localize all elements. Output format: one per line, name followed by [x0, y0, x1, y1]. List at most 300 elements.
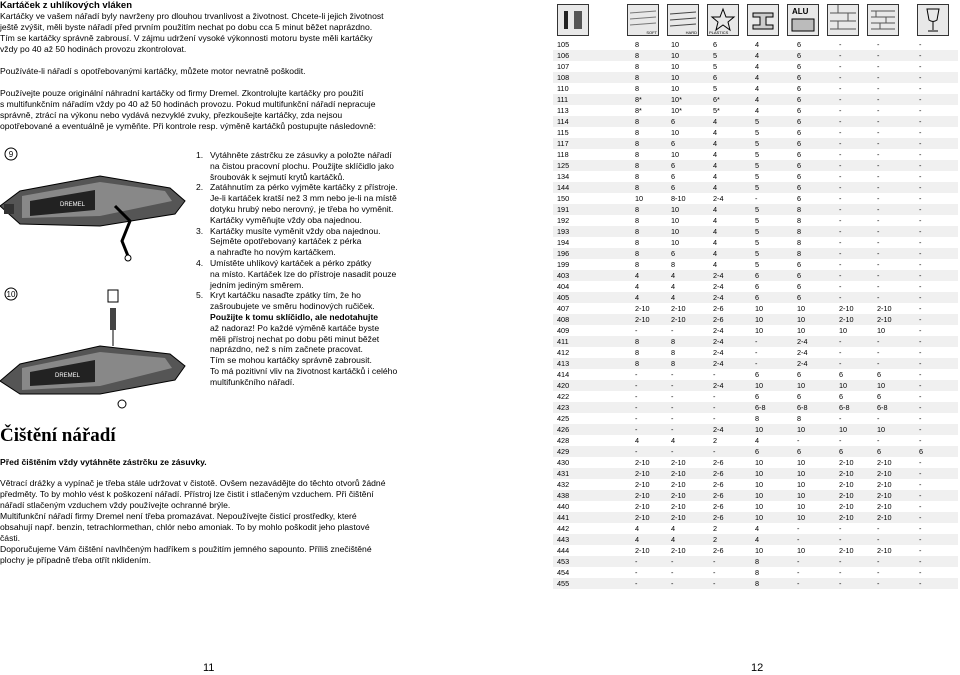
svg-text:9: 9	[8, 150, 14, 159]
speed-setting-cell: 10	[839, 381, 848, 390]
accessory-number-cell: 441	[557, 513, 570, 522]
speed-setting-cell: -	[797, 436, 800, 445]
text-line: obsahují např. benzin, tetrachlormethan, chlór nebo amoniak. To by mohlo poškodit jeho plastové	[0, 522, 370, 532]
speed-setting-cell: 2-10	[635, 315, 650, 324]
text-line: Používejte pouze originální náhradní kartáčky od firmy Dremel. Zkontrolujte kartáčky pro použití	[0, 88, 364, 98]
speed-setting-cell: 6	[839, 370, 844, 379]
speed-setting-cell: -	[671, 579, 674, 588]
speed-setting-cell: -	[877, 271, 880, 280]
speed-setting-cell: 10	[797, 513, 806, 522]
speed-setting-cell: -	[919, 73, 922, 82]
speed-setting-cell: 4	[713, 161, 718, 170]
table-row	[553, 479, 958, 490]
speed-setting-cell: -	[635, 381, 638, 390]
speed-setting-cell: 4	[713, 139, 718, 148]
speed-setting-cell: -	[877, 293, 880, 302]
speed-setting-cell: -	[877, 106, 880, 115]
speed-setting-cell: 8	[797, 414, 802, 423]
speed-setting-cell: 2-4	[797, 337, 808, 346]
text-line: plochy je případně třeba otřít nklidením.	[0, 555, 151, 565]
accessory-number-cell: 411	[557, 337, 569, 346]
speed-setting-cell: -	[839, 293, 842, 302]
accessory-number-cell: 438	[557, 491, 570, 500]
speed-setting-cell: 6	[797, 282, 802, 291]
speed-setting-cell: 8	[635, 84, 640, 93]
speed-setting-cell: 2-10	[671, 480, 686, 489]
speed-setting-cell: -	[877, 348, 880, 357]
text-line: Doporučujeme Vám čištění navlhčeným hadříkem s použitím jemného sapounto. Příliš znečištěné	[0, 544, 372, 554]
speed-setting-cell: 4	[671, 524, 676, 533]
speed-setting-cell: -	[635, 568, 638, 577]
speed-setting-cell: -	[919, 227, 922, 236]
speed-setting-cell: 8	[635, 337, 640, 346]
speed-setting-cell: -	[713, 568, 716, 577]
speed-setting-cell: 2-4	[713, 381, 724, 390]
speed-setting-cell: -	[671, 381, 674, 390]
speed-setting-cell: 8	[635, 139, 640, 148]
speed-setting-cell: -	[839, 150, 842, 159]
accessory-number-cell: 403	[557, 271, 570, 280]
speed-setting-cell: 4	[671, 535, 676, 544]
page-number-left: 11	[203, 662, 215, 674]
speed-setting-cell: 8*	[635, 95, 642, 104]
speed-setting-cell: 2-10	[877, 513, 892, 522]
speed-setting-cell: 6	[797, 95, 802, 104]
speed-setting-cell: 10	[839, 326, 848, 335]
speed-setting-cell: -	[635, 557, 638, 566]
speed-setting-cell: 10*	[671, 106, 682, 115]
speed-setting-cell: 6	[797, 271, 802, 280]
speed-setting-cell: 2-10	[877, 480, 892, 489]
speed-setting-cell: -	[797, 524, 800, 533]
speed-setting-cell: 2-10	[877, 546, 892, 555]
speed-setting-cell: 2-6	[713, 502, 724, 511]
speed-setting-cell: 6	[671, 183, 676, 192]
speed-setting-cell: 5	[755, 172, 760, 181]
speed-setting-cell: 6	[797, 150, 802, 159]
brush-replacement-illustration	[0, 286, 190, 416]
speed-setting-cell: 8	[635, 161, 640, 170]
accessory-number-cell: 413	[557, 359, 570, 368]
speed-setting-cell: 8*	[635, 106, 642, 115]
text-line: ještě zvýšit, měli byste nářadí před prvním použitím nechat po dobu cca 5 minut běžet naprázdno.	[0, 22, 373, 32]
speed-setting-cell: -	[839, 128, 842, 137]
speed-setting-cell: 10	[797, 381, 806, 390]
table-row	[553, 402, 958, 413]
speed-setting-cell: -	[839, 524, 842, 533]
speed-setting-cell: 2-10	[839, 315, 854, 324]
speed-setting-cell: 10	[671, 238, 680, 247]
speed-setting-cell: 4	[635, 271, 640, 280]
speed-setting-cell: -	[839, 282, 842, 291]
speed-setting-cell: 10	[797, 458, 806, 467]
speed-setting-cell: -	[919, 480, 922, 489]
speed-setting-cell: -	[839, 62, 842, 71]
speed-setting-cell: 8	[635, 73, 640, 82]
text-line: Multifunkční nářadí firmy Dremel není třeba promazávat. Nepoužívejte čisticí prostředky, které	[0, 511, 357, 521]
speed-setting-cell: -	[919, 326, 922, 335]
speed-setting-cell: 4	[713, 227, 718, 236]
speed-setting-cell: -	[877, 172, 880, 181]
figure-10	[0, 286, 190, 416]
accessory-number-cell: 443	[557, 535, 570, 544]
accessory-number-cell: 125	[557, 161, 570, 170]
speed-setting-cell: -	[877, 205, 880, 214]
speed-setting-cell: -	[755, 194, 758, 203]
table-row	[553, 556, 958, 567]
svg-text:DREMEL: DREMEL	[55, 373, 81, 379]
speed-setting-cell: 2-10	[839, 546, 854, 555]
accessory-number-cell: 430	[557, 458, 570, 467]
speed-setting-cell: 8	[635, 227, 640, 236]
speed-setting-cell: 6	[797, 194, 802, 203]
table-row	[553, 149, 958, 160]
speed-setting-cell: -	[797, 535, 800, 544]
accessory-number-cell: 432	[557, 480, 570, 489]
speed-setting-cell: -	[877, 62, 880, 71]
speed-setting-cell: 2-10	[839, 513, 854, 522]
speed-setting-cell: 2-4	[797, 348, 808, 357]
speed-setting-cell: -	[877, 282, 880, 291]
speed-setting-cell: -	[919, 51, 922, 60]
speed-setting-cell: 6	[797, 447, 802, 456]
table-row	[553, 193, 958, 204]
speed-setting-cell: 10	[671, 84, 680, 93]
speed-setting-cell: 6	[797, 161, 802, 170]
speed-setting-cell: 8	[671, 348, 676, 357]
speed-setting-cell: 6	[797, 392, 802, 401]
speed-setting-cell: 8	[635, 348, 640, 357]
table-row	[553, 369, 958, 380]
text-line: předměty. To by mohlo vést k poškození nářadí. Přístroj lze čistit i stlačeným vzduchem. Při čištění	[0, 489, 374, 499]
table-row	[553, 50, 958, 61]
speed-setting-cell: -	[877, 238, 880, 247]
table-row	[553, 457, 958, 468]
speed-setting-cell: -	[755, 337, 758, 346]
accessory-number-cell: 111	[557, 95, 569, 104]
speed-setting-cell: 5	[755, 260, 760, 269]
speed-setting-cell: -	[919, 205, 922, 214]
speed-setting-cell: 6	[797, 172, 802, 181]
accessory-number-cell: 444	[557, 546, 570, 555]
speed-setting-cell: 4	[635, 524, 640, 533]
speed-setting-cell: 6	[755, 447, 760, 456]
speed-setting-cell: 6	[839, 392, 844, 401]
speed-setting-cell: 8	[671, 260, 676, 269]
table-row	[553, 358, 958, 369]
speed-setting-cell: -	[919, 293, 922, 302]
speed-setting-cell: 10	[755, 315, 764, 324]
speed-setting-cell: -	[877, 194, 880, 203]
aluminium-icon: ALU	[787, 4, 819, 36]
speed-setting-cell: 10	[671, 51, 680, 60]
speed-setting-cell: -	[919, 491, 922, 500]
speed-setting-cell: 4	[671, 293, 676, 302]
speed-setting-cell: 6	[839, 447, 844, 456]
tool-icon	[557, 4, 589, 36]
table-row	[553, 391, 958, 402]
speed-setting-cell: 4	[755, 51, 760, 60]
speed-setting-cell: -	[919, 392, 922, 401]
table-row	[553, 39, 958, 50]
speed-setting-cell: -	[839, 183, 842, 192]
speed-setting-cell: -	[713, 403, 716, 412]
table-row	[553, 105, 958, 116]
speed-setting-cell: 2-10	[671, 458, 686, 467]
speed-setting-cell: 5	[755, 216, 760, 225]
table-row	[553, 281, 958, 292]
table-row	[553, 72, 958, 83]
speed-setting-cell: 6	[671, 172, 676, 181]
speed-setting-cell: 10	[755, 326, 764, 335]
table-row	[553, 270, 958, 281]
speed-setting-cell: 10	[755, 480, 764, 489]
speed-setting-cell: 2-4	[713, 348, 724, 357]
speed-setting-cell: 8	[797, 238, 802, 247]
table-row	[553, 424, 958, 435]
speed-setting-cell: 2	[713, 436, 718, 445]
speed-setting-cell: -	[919, 546, 922, 555]
speed-setting-cell: -	[671, 447, 674, 456]
speed-setting-cell: 2-10	[635, 491, 650, 500]
speed-setting-cell: 10	[877, 326, 886, 335]
accessory-number-cell: 423	[557, 403, 570, 412]
speed-setting-cell: 4	[713, 172, 718, 181]
speed-setting-cell: 2-10	[671, 469, 686, 478]
speed-setting-cell: 4	[635, 282, 640, 291]
speed-setting-cell: -	[877, 150, 880, 159]
speed-setting-cell: 8	[635, 359, 640, 368]
speed-setting-cell: 6	[755, 293, 760, 302]
speed-setting-cell: -	[877, 249, 880, 258]
speed-setting-cell: 10	[671, 40, 680, 49]
speed-setting-cell: -	[877, 579, 880, 588]
speed-setting-cell: 5	[713, 51, 718, 60]
speed-setting-cell: -	[877, 216, 880, 225]
speed-setting-cell: -	[839, 238, 842, 247]
text-line: správně, ztrácí na výkonu nebo vydává nezvyklé zvuky, přezkoušejte kartáčky, zda nejsou	[0, 110, 343, 120]
speed-setting-cell: 8	[635, 238, 640, 247]
table-row	[553, 380, 958, 391]
warning-text: Používáte-li nářadí s opotřebovanými kartáčky, můžete motor nevratně poškodit.	[0, 66, 306, 76]
speed-setting-cell: -	[713, 392, 716, 401]
speed-setting-cell: 6	[797, 183, 802, 192]
speed-setting-cell: 2-4	[713, 337, 724, 346]
speed-setting-cell: 6	[797, 128, 802, 137]
speed-setting-cell: 4	[671, 282, 676, 291]
speed-setting-cell: 2-10	[671, 502, 686, 511]
stone-icon	[827, 4, 859, 36]
speed-setting-cell: 2-10	[839, 469, 854, 478]
speed-setting-cell: 2-4	[713, 425, 724, 434]
speed-setting-cell: -	[635, 392, 638, 401]
accessory-number-cell: 414	[557, 370, 570, 379]
speed-setting-cell: -	[877, 414, 880, 423]
speed-setting-cell: -	[919, 337, 922, 346]
speed-setting-cell: 2-6	[713, 491, 724, 500]
speed-setting-cell: 6	[797, 106, 802, 115]
speed-setting-cell: -	[877, 557, 880, 566]
speed-setting-cell: 10	[755, 469, 764, 478]
speed-setting-cell: -	[919, 128, 922, 137]
speed-setting-cell: 6	[671, 249, 676, 258]
speed-setting-cell: -	[839, 117, 842, 126]
accessory-number-cell: 113	[557, 106, 569, 115]
table-row	[553, 446, 958, 457]
brush-section	[0, 0, 470, 132]
speed-setting-cell: -	[877, 337, 880, 346]
speed-setting-cell: 10	[877, 381, 886, 390]
accessory-number-cell: 106	[557, 51, 570, 60]
speed-setting-cell: 10	[797, 469, 806, 478]
speed-setting-cell: 6	[671, 117, 676, 126]
speed-setting-cell: -	[671, 392, 674, 401]
speed-setting-cell: 8	[671, 337, 676, 346]
speed-setting-cell: 4	[755, 73, 760, 82]
speed-setting-cell: 2-10	[877, 502, 892, 511]
speed-setting-cell: 10	[671, 73, 680, 82]
speed-setting-cell: 2-10	[635, 480, 650, 489]
speed-setting-cell: 2	[713, 524, 718, 533]
speed-setting-cell: -	[919, 282, 922, 291]
speed-setting-cell: -	[877, 51, 880, 60]
speed-setting-cell: 10	[755, 546, 764, 555]
speed-setting-cell: 6	[797, 293, 802, 302]
speed-setting-cell: 8	[635, 183, 640, 192]
speed-setting-cell: 4	[713, 205, 718, 214]
text-line: nářadí stlačeným vzduchem vždy používejte ochranné brýle.	[0, 500, 231, 510]
speed-setting-cell: 6-8	[797, 403, 808, 412]
speed-setting-cell: -	[919, 370, 922, 379]
brush-heading: Kartáček z uhlíkových vláken	[0, 0, 133, 11]
speed-setting-cell: 6	[797, 139, 802, 148]
accessory-number-cell: 412	[557, 348, 570, 357]
speed-setting-cell: 10	[671, 150, 680, 159]
speed-setting-cell: 6-8	[755, 403, 766, 412]
table-row	[553, 138, 958, 149]
speed-setting-cell: 2-6	[713, 458, 724, 467]
speed-setting-cell: 10	[671, 216, 680, 225]
speed-setting-cell: 6	[797, 260, 802, 269]
text-line: opotřebované a eventuálně je vyměňte. Při kontrole resp. výměně kartáčků postupujte následovně:	[0, 121, 376, 131]
cleaning-subheading: Před čištěním vždy vytáhněte zástrčku ze zásuvky.	[0, 457, 207, 467]
speed-setting-cell: -	[839, 227, 842, 236]
speed-setting-cell: 10	[671, 227, 680, 236]
speed-setting-cell: 2-6	[713, 480, 724, 489]
speed-setting-cell: 2-10	[671, 315, 686, 324]
speed-setting-cell: 2-10	[877, 315, 892, 324]
speed-setting-cell: 2-6	[713, 513, 724, 522]
speed-setting-cell: -	[839, 205, 842, 214]
speed-setting-cell: -	[877, 227, 880, 236]
speed-setting-cell: -	[877, 40, 880, 49]
speed-setting-cell: 10	[755, 381, 764, 390]
speed-setting-cell: 8	[635, 150, 640, 159]
table-row	[553, 248, 958, 259]
accessory-number-cell: 429	[557, 447, 570, 456]
speed-setting-cell: 6	[797, 51, 802, 60]
table-row	[553, 490, 958, 501]
speed-setting-cell: -	[839, 73, 842, 82]
speed-setting-cell: 6	[919, 447, 924, 456]
speed-setting-cell: -	[877, 161, 880, 170]
step-1: 1. Vytáhněte zástrčku ze zásuvky a položte nářadí na čistou pracovní plochu. Použijte sklíčidlo jako šroubovák k sejmutí krytů kartáčků.	[196, 150, 394, 182]
speed-setting-cell: 4	[755, 535, 760, 544]
glass-icon	[917, 4, 949, 36]
table-row	[553, 545, 958, 556]
speed-setting-cell: 2-10	[839, 502, 854, 511]
table-row	[553, 347, 958, 358]
speed-setting-cell: -	[839, 139, 842, 148]
step-5: 5. Kryt kartáčku nasaďte zpátky tím, že ho zašroubujete ve směru hodinových ručiček. Použijte k tomu sklíčidlo, ale nedotahujte až nadoraz! Po každé výměně kartáče byste měli přístroj nechat po dobu pěti minut běžet naprázdno, než s ním začnete pracovat. Tím se mohou kartáčky správně zabrousit. To má pozitivní vliv na životnost kartáčků i celého multifunkčního nářadí.	[196, 290, 398, 387]
speed-setting-cell: 4	[713, 117, 718, 126]
porcelain-icon	[867, 4, 899, 36]
speed-setting-cell: 10	[877, 425, 886, 434]
table-row	[553, 160, 958, 171]
speed-setting-cell: 6	[671, 161, 676, 170]
table-row	[553, 215, 958, 226]
table-row	[553, 204, 958, 215]
speed-setting-cell: -	[635, 403, 638, 412]
speed-setting-cell: 4	[755, 106, 760, 115]
speed-setting-cell: 10	[797, 491, 806, 500]
accessory-number-cell: 428	[557, 436, 570, 445]
speed-setting-cell: -	[877, 139, 880, 148]
speed-setting-cell: -	[919, 535, 922, 544]
speed-setting-cell: -	[919, 40, 922, 49]
speed-setting-cell: 6	[755, 370, 760, 379]
speed-setting-cell: 5	[755, 117, 760, 126]
accessory-number-cell: 194	[557, 238, 570, 247]
speed-setting-cell: -	[877, 84, 880, 93]
speed-setting-cell: 6	[877, 447, 882, 456]
speed-setting-cell: -	[919, 106, 922, 115]
speed-setting-cell: 5	[713, 84, 718, 93]
speed-setting-cell: -	[877, 436, 880, 445]
speed-setting-cell: -	[839, 194, 842, 203]
speed-setting-cell: 4	[713, 260, 718, 269]
speed-setting-cell: -	[635, 370, 638, 379]
speed-setting-cell: 6	[797, 73, 802, 82]
speed-setting-cell: 8	[755, 568, 760, 577]
table-row	[553, 83, 958, 94]
speed-setting-cell: 2-10	[839, 458, 854, 467]
speed-setting-cell: 6	[713, 73, 718, 82]
speed-setting-cell: -	[877, 73, 880, 82]
hardwood-icon: HARD	[667, 4, 699, 36]
speed-setting-cell: 10*	[671, 95, 682, 104]
speed-setting-cell: 2-10	[877, 491, 892, 500]
speed-setting-cell: -	[713, 447, 716, 456]
table-row	[553, 523, 958, 534]
speed-setting-cell: 5	[755, 150, 760, 159]
speed-setting-cell: 5	[713, 62, 718, 71]
speed-setting-cell: -	[671, 568, 674, 577]
speed-setting-cell: 2-10	[877, 469, 892, 478]
speed-setting-cell: 4	[635, 293, 640, 302]
accessory-number-cell: 409	[557, 326, 570, 335]
speed-setting-cell: -	[919, 381, 922, 390]
table-row	[553, 116, 958, 127]
speed-setting-cell: -	[671, 326, 674, 335]
table-row	[553, 127, 958, 138]
speed-setting-cell: 10	[755, 458, 764, 467]
speed-setting-cell: 4	[755, 40, 760, 49]
speed-setting-cell: 2-6	[713, 469, 724, 478]
table-row	[553, 435, 958, 446]
speed-setting-cell: -	[919, 436, 922, 445]
figure-9	[0, 146, 190, 276]
